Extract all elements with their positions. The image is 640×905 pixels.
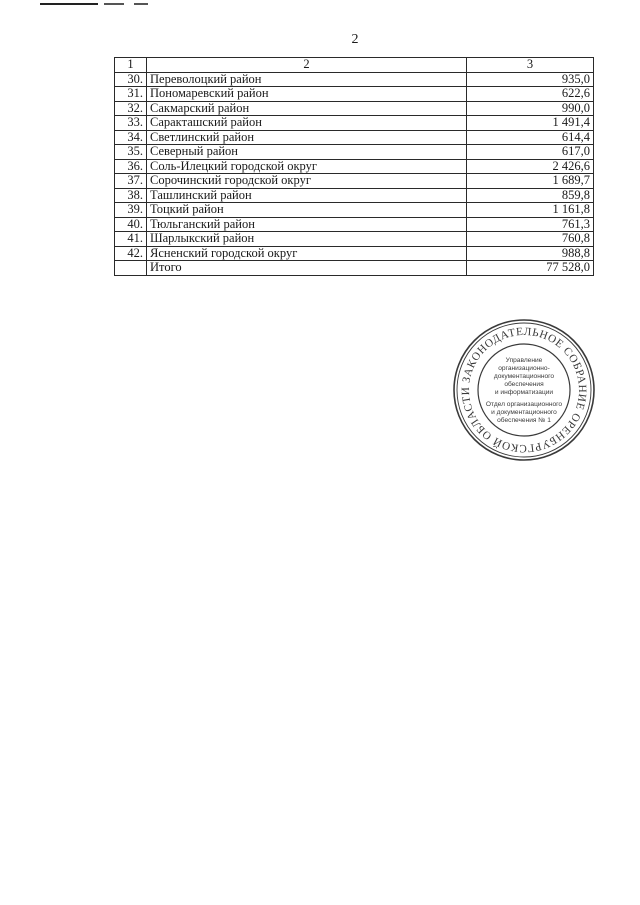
table-row: [115, 145, 594, 160]
table-row: [115, 203, 594, 218]
district-name: Сорочинский городской округ: [147, 174, 467, 189]
district-name: Саракташский район: [147, 116, 467, 131]
amount-value: 614,4: [467, 130, 594, 145]
official-seal: [452, 318, 596, 462]
seal-ring-text: ЗАКОНОДАТЕЛЬНОЕ СОБРАНИЕ ОРЕНБУРГСКОЙ ОБЛАСТИ: [459, 325, 589, 455]
total-value: 77 528,0: [467, 261, 594, 276]
table-header-row: [115, 58, 594, 73]
district-name: Ясненский городской округ: [147, 246, 467, 261]
row-number: 40.: [115, 217, 147, 232]
row-number: 42.: [115, 246, 147, 261]
table-row: [115, 246, 594, 261]
scan-corner-mark: [40, 0, 150, 6]
row-number: 39.: [115, 203, 147, 218]
district-allocation-table: [114, 57, 594, 276]
table-row: [115, 87, 594, 102]
amount-value: 1 491,4: [467, 116, 594, 131]
district-name: Сакмарский район: [147, 101, 467, 116]
row-number: 36.: [115, 159, 147, 174]
table-row: [115, 174, 594, 189]
district-name: Ташлинский район: [147, 188, 467, 203]
seal-line-7: и документационного: [491, 409, 557, 416]
table-row: [115, 159, 594, 174]
district-name: Пономаревский район: [147, 87, 467, 102]
seal-line-6: Отдел организационного: [485, 401, 563, 408]
total-label: Итого: [147, 261, 467, 276]
seal-line-1: Управление: [505, 357, 543, 364]
table-row: [115, 101, 594, 116]
table-row: [115, 72, 594, 87]
row-number: 31.: [115, 87, 147, 102]
amount-value: 622,6: [467, 87, 594, 102]
district-name: Тюльганский район: [147, 217, 467, 232]
total-row: [115, 261, 594, 276]
row-number: 34.: [115, 130, 147, 145]
header-col-3: 3: [467, 58, 594, 73]
row-number: 41.: [115, 232, 147, 247]
page-number: 2: [351, 32, 359, 47]
seal-line-8: обеспечения № 1: [497, 417, 551, 424]
amount-value: 617,0: [467, 145, 594, 160]
row-number: 33.: [115, 116, 147, 131]
table-row: [115, 217, 594, 232]
table-row: [115, 116, 594, 131]
amount-value: 859,8: [467, 188, 594, 203]
amount-value: 2 426,6: [467, 159, 594, 174]
amount-value: 990,0: [467, 101, 594, 116]
row-number: 35.: [115, 145, 147, 160]
district-name: Переволоцкий район: [147, 72, 467, 87]
amount-value: 761,3: [467, 217, 594, 232]
header-col-1: 1: [115, 58, 147, 73]
seal-line-4: обеспечения: [504, 381, 544, 388]
district-name: Шарлыкский район: [147, 232, 467, 247]
district-name: Светлинский район: [147, 130, 467, 145]
amount-value: 935,0: [467, 72, 594, 87]
amount-value: 760,8: [467, 232, 594, 247]
seal-line-3: документационного: [493, 373, 555, 380]
district-name: Соль-Илецкий городской округ: [147, 159, 467, 174]
total-number: [115, 261, 147, 276]
table-row: [115, 188, 594, 203]
amount-value: 1 689,7: [467, 174, 594, 189]
row-number: 30.: [115, 72, 147, 87]
district-name: Северный район: [147, 145, 467, 160]
row-number: 37.: [115, 174, 147, 189]
seal-line-2: организационно-: [498, 365, 550, 372]
row-number: 38.: [115, 188, 147, 203]
amount-value: 988,8: [467, 246, 594, 261]
header-col-2: 2: [147, 58, 467, 73]
row-number: 32.: [115, 101, 147, 116]
district-name: Тоцкий район: [147, 203, 467, 218]
amount-value: 1 161,8: [467, 203, 594, 218]
table-row: [115, 232, 594, 247]
seal-line-5: и информатизации: [494, 389, 554, 396]
table-row: [115, 130, 594, 145]
